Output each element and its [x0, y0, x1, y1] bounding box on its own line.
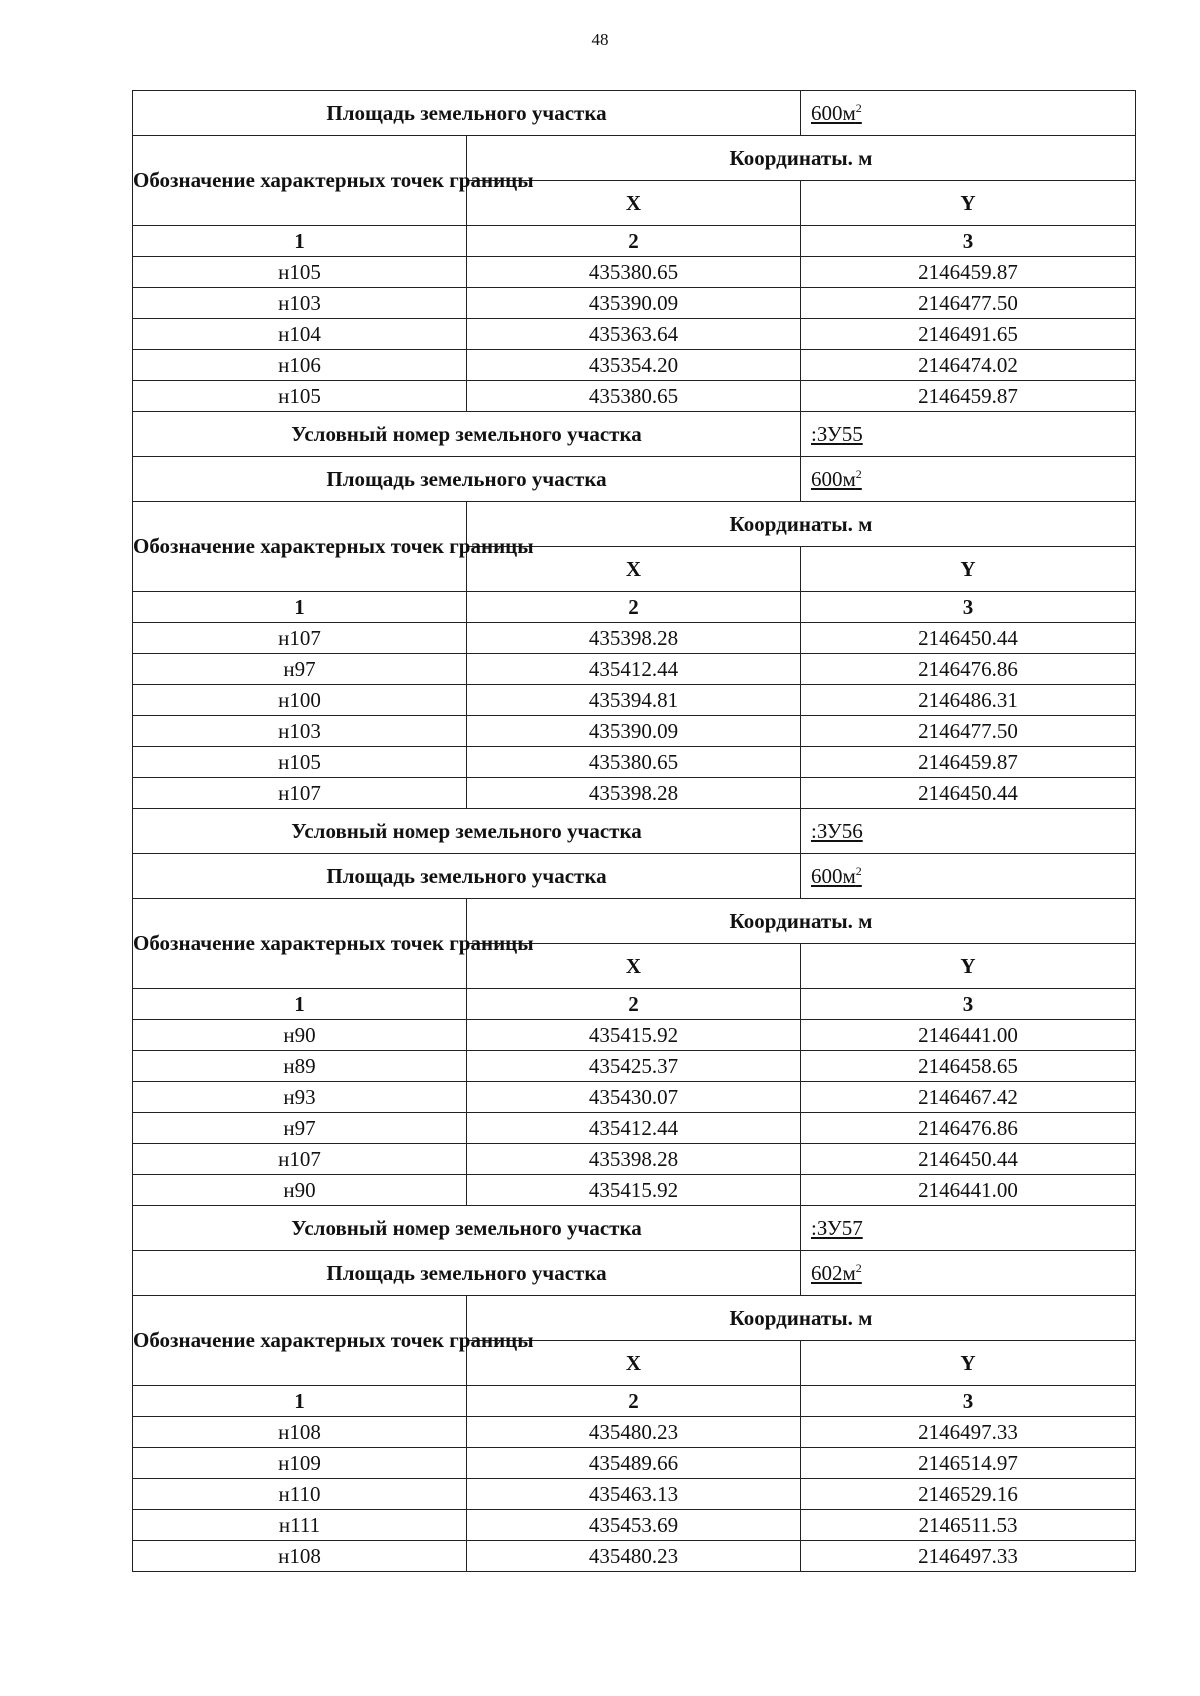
plot-number-label: Условный номер земельного участка [133, 1206, 801, 1251]
point-name: н90 [133, 1175, 467, 1206]
plot-number-value: :ЗУ57 [811, 1215, 863, 1240]
table-body [133, 91, 1136, 1572]
point-x: 435453.69 [467, 1510, 801, 1541]
point-y: 2146450.44 [801, 1144, 1136, 1175]
x-header: X [467, 944, 801, 989]
point-name: н100 [133, 685, 467, 716]
table-row [133, 1113, 1136, 1144]
table-row [133, 1448, 1136, 1479]
plot-area-value-cell [801, 457, 1136, 502]
plot-area-unit-power: 2 [855, 467, 862, 481]
plot-area-unit: м [842, 101, 856, 125]
plot-number-value: :ЗУ55 [811, 421, 863, 446]
point-y: 2146476.86 [801, 1113, 1136, 1144]
point-x: 435430.07 [467, 1082, 801, 1113]
column-number-1: 1 [133, 989, 467, 1020]
point-designation-header: Обозначение характерных точек границы [133, 136, 467, 226]
plot-area-row [133, 1251, 1136, 1296]
point-y: 2146511.53 [801, 1510, 1136, 1541]
point-x: 435363.64 [467, 319, 801, 350]
plot-area-unit-power: 2 [855, 1261, 862, 1275]
point-x: 435412.44 [467, 654, 801, 685]
point-name: н97 [133, 1113, 467, 1144]
plot-number-row [133, 1206, 1136, 1251]
point-name: н105 [133, 257, 467, 288]
point-name: н107 [133, 1144, 467, 1175]
table-row [133, 1175, 1136, 1206]
point-name: н105 [133, 381, 467, 412]
column-number-2: 2 [467, 592, 801, 623]
table-row [133, 1510, 1136, 1541]
plot-area-value-cell [801, 1251, 1136, 1296]
plot-area-label: Площадь земельного участка [133, 854, 801, 899]
column-number-1: 1 [133, 592, 467, 623]
point-name: н90 [133, 1020, 467, 1051]
plot-area-number: 600 [811, 101, 843, 125]
y-header: Y [801, 1341, 1136, 1386]
point-x: 435394.81 [467, 685, 801, 716]
table-row [133, 319, 1136, 350]
plot-area-label: Площадь земельного участка [133, 91, 801, 136]
point-x: 435398.28 [467, 623, 801, 654]
table-row [133, 1020, 1136, 1051]
x-header: X [467, 547, 801, 592]
point-name: н89 [133, 1051, 467, 1082]
point-name: н103 [133, 288, 467, 319]
plot-area-unit: м [842, 467, 856, 491]
plot-area-row [133, 854, 1136, 899]
table-row [133, 257, 1136, 288]
point-name: н97 [133, 654, 467, 685]
point-x: 435463.13 [467, 1479, 801, 1510]
x-header: X [467, 1341, 801, 1386]
plot-area-value [811, 467, 862, 491]
plot-area-value [811, 864, 862, 888]
table-row [133, 1051, 1136, 1082]
plot-area-number: 600 [811, 864, 843, 888]
point-name: н93 [133, 1082, 467, 1113]
point-name: н105 [133, 747, 467, 778]
plot-area-label: Площадь земельного участка [133, 457, 801, 502]
page-number: 48 [591, 30, 609, 49]
coordinates-header: Координаты. м [467, 136, 1136, 181]
point-y: 2146476.86 [801, 654, 1136, 685]
plot-area-row [133, 457, 1136, 502]
point-x: 435415.92 [467, 1020, 801, 1051]
plot-area-label: Площадь земельного участка [133, 1251, 801, 1296]
point-name: н107 [133, 623, 467, 654]
point-x: 435412.44 [467, 1113, 801, 1144]
point-x: 435425.37 [467, 1051, 801, 1082]
plot-number-value-cell [801, 412, 1136, 457]
column-number-2: 2 [467, 226, 801, 257]
coordinates-header: Координаты. м [467, 899, 1136, 944]
table-row [133, 747, 1136, 778]
point-x: 435380.65 [467, 747, 801, 778]
table-row [133, 1541, 1136, 1572]
column-number-1: 1 [133, 1386, 467, 1417]
land-plot-coordinates-table [132, 90, 1136, 1572]
point-y: 2146450.44 [801, 623, 1136, 654]
coordinates-header: Координаты. м [467, 1296, 1136, 1341]
point-y: 2146441.00 [801, 1020, 1136, 1051]
column-number-3: 3 [801, 592, 1136, 623]
table-row [133, 623, 1136, 654]
plot-area-row [133, 91, 1136, 136]
table-row [133, 1417, 1136, 1448]
point-x: 435480.23 [467, 1541, 801, 1572]
table-row [133, 1479, 1136, 1510]
point-y: 2146441.00 [801, 1175, 1136, 1206]
column-number-row [133, 592, 1136, 623]
table-row [133, 381, 1136, 412]
point-y: 2146477.50 [801, 716, 1136, 747]
y-header: Y [801, 944, 1136, 989]
land-plot-coordinates-table-container [132, 90, 1135, 1572]
plot-area-value [811, 101, 862, 125]
point-x: 435480.23 [467, 1417, 801, 1448]
point-name: н110 [133, 1479, 467, 1510]
point-designation-header: Обозначение характерных точек границы [133, 899, 467, 989]
point-name: н104 [133, 319, 467, 350]
plot-number-value-cell [801, 809, 1136, 854]
column-number-3: 3 [801, 226, 1136, 257]
x-header: X [467, 181, 801, 226]
column-number-row [133, 1386, 1136, 1417]
point-x: 435390.09 [467, 716, 801, 747]
plot-number-row [133, 809, 1136, 854]
plot-area-value [811, 1261, 862, 1285]
point-name: н106 [133, 350, 467, 381]
plot-number-label: Условный номер земельного участка [133, 809, 801, 854]
point-name: н108 [133, 1417, 467, 1448]
coordinates-header: Координаты. м [467, 502, 1136, 547]
point-y: 2146459.87 [801, 381, 1136, 412]
point-name: н108 [133, 1541, 467, 1572]
point-x: 435380.65 [467, 381, 801, 412]
plot-area-unit: м [842, 1261, 856, 1285]
point-y: 2146529.16 [801, 1479, 1136, 1510]
point-y: 2146450.44 [801, 778, 1136, 809]
plot-area-unit-power: 2 [855, 864, 862, 878]
column-number-1: 1 [133, 226, 467, 257]
plot-area-unit: м [842, 864, 856, 888]
plot-number-value: :ЗУ56 [811, 818, 863, 843]
table-row [133, 1082, 1136, 1113]
point-x: 435380.65 [467, 257, 801, 288]
point-x: 435398.28 [467, 778, 801, 809]
point-x: 435415.92 [467, 1175, 801, 1206]
plot-area-number: 602 [811, 1261, 843, 1285]
table-row [133, 350, 1136, 381]
point-name: н111 [133, 1510, 467, 1541]
point-y: 2146477.50 [801, 288, 1136, 319]
point-designation-header: Обозначение характерных точек границы [133, 1296, 467, 1386]
point-y: 2146497.33 [801, 1417, 1136, 1448]
table-row [133, 654, 1136, 685]
plot-number-value-cell [801, 1206, 1136, 1251]
point-y: 2146486.31 [801, 685, 1136, 716]
point-y: 2146458.65 [801, 1051, 1136, 1082]
point-x: 435354.20 [467, 350, 801, 381]
plot-number-label: Условный номер земельного участка [133, 412, 801, 457]
point-x: 435398.28 [467, 1144, 801, 1175]
point-y: 2146491.65 [801, 319, 1136, 350]
table-row [133, 778, 1136, 809]
table-row [133, 685, 1136, 716]
coords-header-row [133, 1296, 1136, 1341]
plot-area-value-cell [801, 854, 1136, 899]
point-y: 2146514.97 [801, 1448, 1136, 1479]
table-row [133, 288, 1136, 319]
point-name: н103 [133, 716, 467, 747]
column-number-row [133, 226, 1136, 257]
point-name: н109 [133, 1448, 467, 1479]
plot-area-unit-power: 2 [855, 101, 862, 115]
plot-number-row [133, 412, 1136, 457]
plot-area-value-cell [801, 91, 1136, 136]
y-header: Y [801, 547, 1136, 592]
table-row [133, 716, 1136, 747]
point-y: 2146497.33 [801, 1541, 1136, 1572]
coords-header-row [133, 136, 1136, 181]
column-number-2: 2 [467, 989, 801, 1020]
point-x: 435390.09 [467, 288, 801, 319]
y-header: Y [801, 181, 1136, 226]
column-number-row [133, 989, 1136, 1020]
coords-header-row [133, 502, 1136, 547]
point-designation-header: Обозначение характерных точек границы [133, 502, 467, 592]
point-name: н107 [133, 778, 467, 809]
point-y: 2146459.87 [801, 257, 1136, 288]
point-y: 2146474.02 [801, 350, 1136, 381]
table-row [133, 1144, 1136, 1175]
coords-header-row [133, 899, 1136, 944]
point-y: 2146459.87 [801, 747, 1136, 778]
column-number-2: 2 [467, 1386, 801, 1417]
plot-area-number: 600 [811, 467, 843, 491]
point-y: 2146467.42 [801, 1082, 1136, 1113]
column-number-3: 3 [801, 989, 1136, 1020]
column-number-3: 3 [801, 1386, 1136, 1417]
point-x: 435489.66 [467, 1448, 801, 1479]
